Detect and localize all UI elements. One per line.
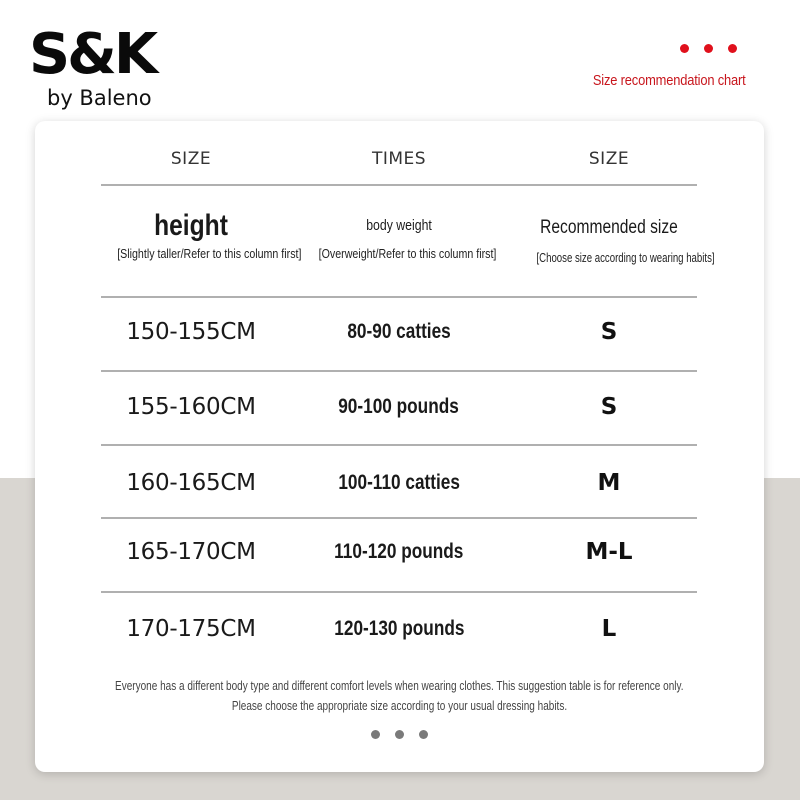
size-cell: S [600, 394, 618, 420]
pager-dots [35, 730, 764, 739]
divider [101, 591, 697, 593]
dot-icon [728, 44, 737, 53]
logo-main-text: S&K [29, 22, 156, 87]
height-cell: 155-160CM [126, 394, 256, 420]
divider [101, 296, 697, 298]
logo-sub-text: by Baleno [47, 86, 152, 110]
size-cell: S [600, 319, 618, 345]
table-row [101, 532, 697, 572]
subheader-note: [Slightly taller/Refer to this column first] [117, 246, 302, 261]
divider [101, 444, 697, 446]
chart-label [568, 44, 746, 89]
table-row [101, 463, 697, 503]
subheader-height [101, 206, 302, 262]
chart-title: Size recommendation chart [593, 72, 746, 89]
subheader-size [511, 206, 715, 266]
divider [101, 370, 697, 372]
weight-cell: 120-130 pounds [333, 617, 465, 640]
footnote [35, 676, 764, 716]
weight-cell: 110-120 pounds [334, 540, 464, 563]
table-row [101, 312, 697, 352]
weight-cell: 80-90 catties [347, 320, 451, 343]
brand-logo [29, 22, 156, 110]
dot-icon [419, 730, 428, 739]
weight-cell: 90-100 pounds [338, 395, 460, 418]
height-cell: 165-170CM [126, 539, 256, 565]
size-cell: L [601, 616, 617, 642]
height-cell: 170-175CM [126, 616, 256, 642]
table-subheader-row [101, 206, 715, 276]
dot-icon [395, 730, 404, 739]
height-cell: 150-155CM [126, 319, 256, 345]
subheader-weight [301, 206, 497, 262]
subheader-title: height [154, 209, 228, 242]
height-cell: 160-165CM [126, 470, 256, 496]
weight-cell: 100-110 catties [338, 471, 460, 494]
table-header-row [101, 149, 697, 179]
table-row [101, 609, 697, 649]
subheader-title: Recommended size [540, 217, 678, 238]
size-chart-card [35, 121, 764, 772]
footnote-line: Everyone has a different body type and different comfort levels when wearing clothes. This suggestion table is for reference only. [115, 679, 684, 693]
divider [101, 517, 697, 519]
subheader-note: [Choose size according to wearing habits] [536, 250, 715, 265]
size-cell: M-L [585, 539, 633, 565]
subheader-note: [Overweight/Refer to this column first] [318, 246, 497, 261]
column-header: SIZE [588, 149, 630, 169]
table-row [101, 387, 697, 427]
dot-icon [704, 44, 713, 53]
divider [101, 184, 697, 186]
dot-icon [680, 44, 689, 53]
subheader-title: body weight [366, 217, 432, 234]
column-header: SIZE [170, 149, 212, 169]
dot-icon [371, 730, 380, 739]
column-header: TIMES [371, 149, 427, 169]
size-cell: M [597, 470, 621, 496]
footnote-line: Please choose the appropriate size according to your usual dressing habits. [231, 699, 568, 713]
red-dots-decoration [568, 44, 737, 53]
